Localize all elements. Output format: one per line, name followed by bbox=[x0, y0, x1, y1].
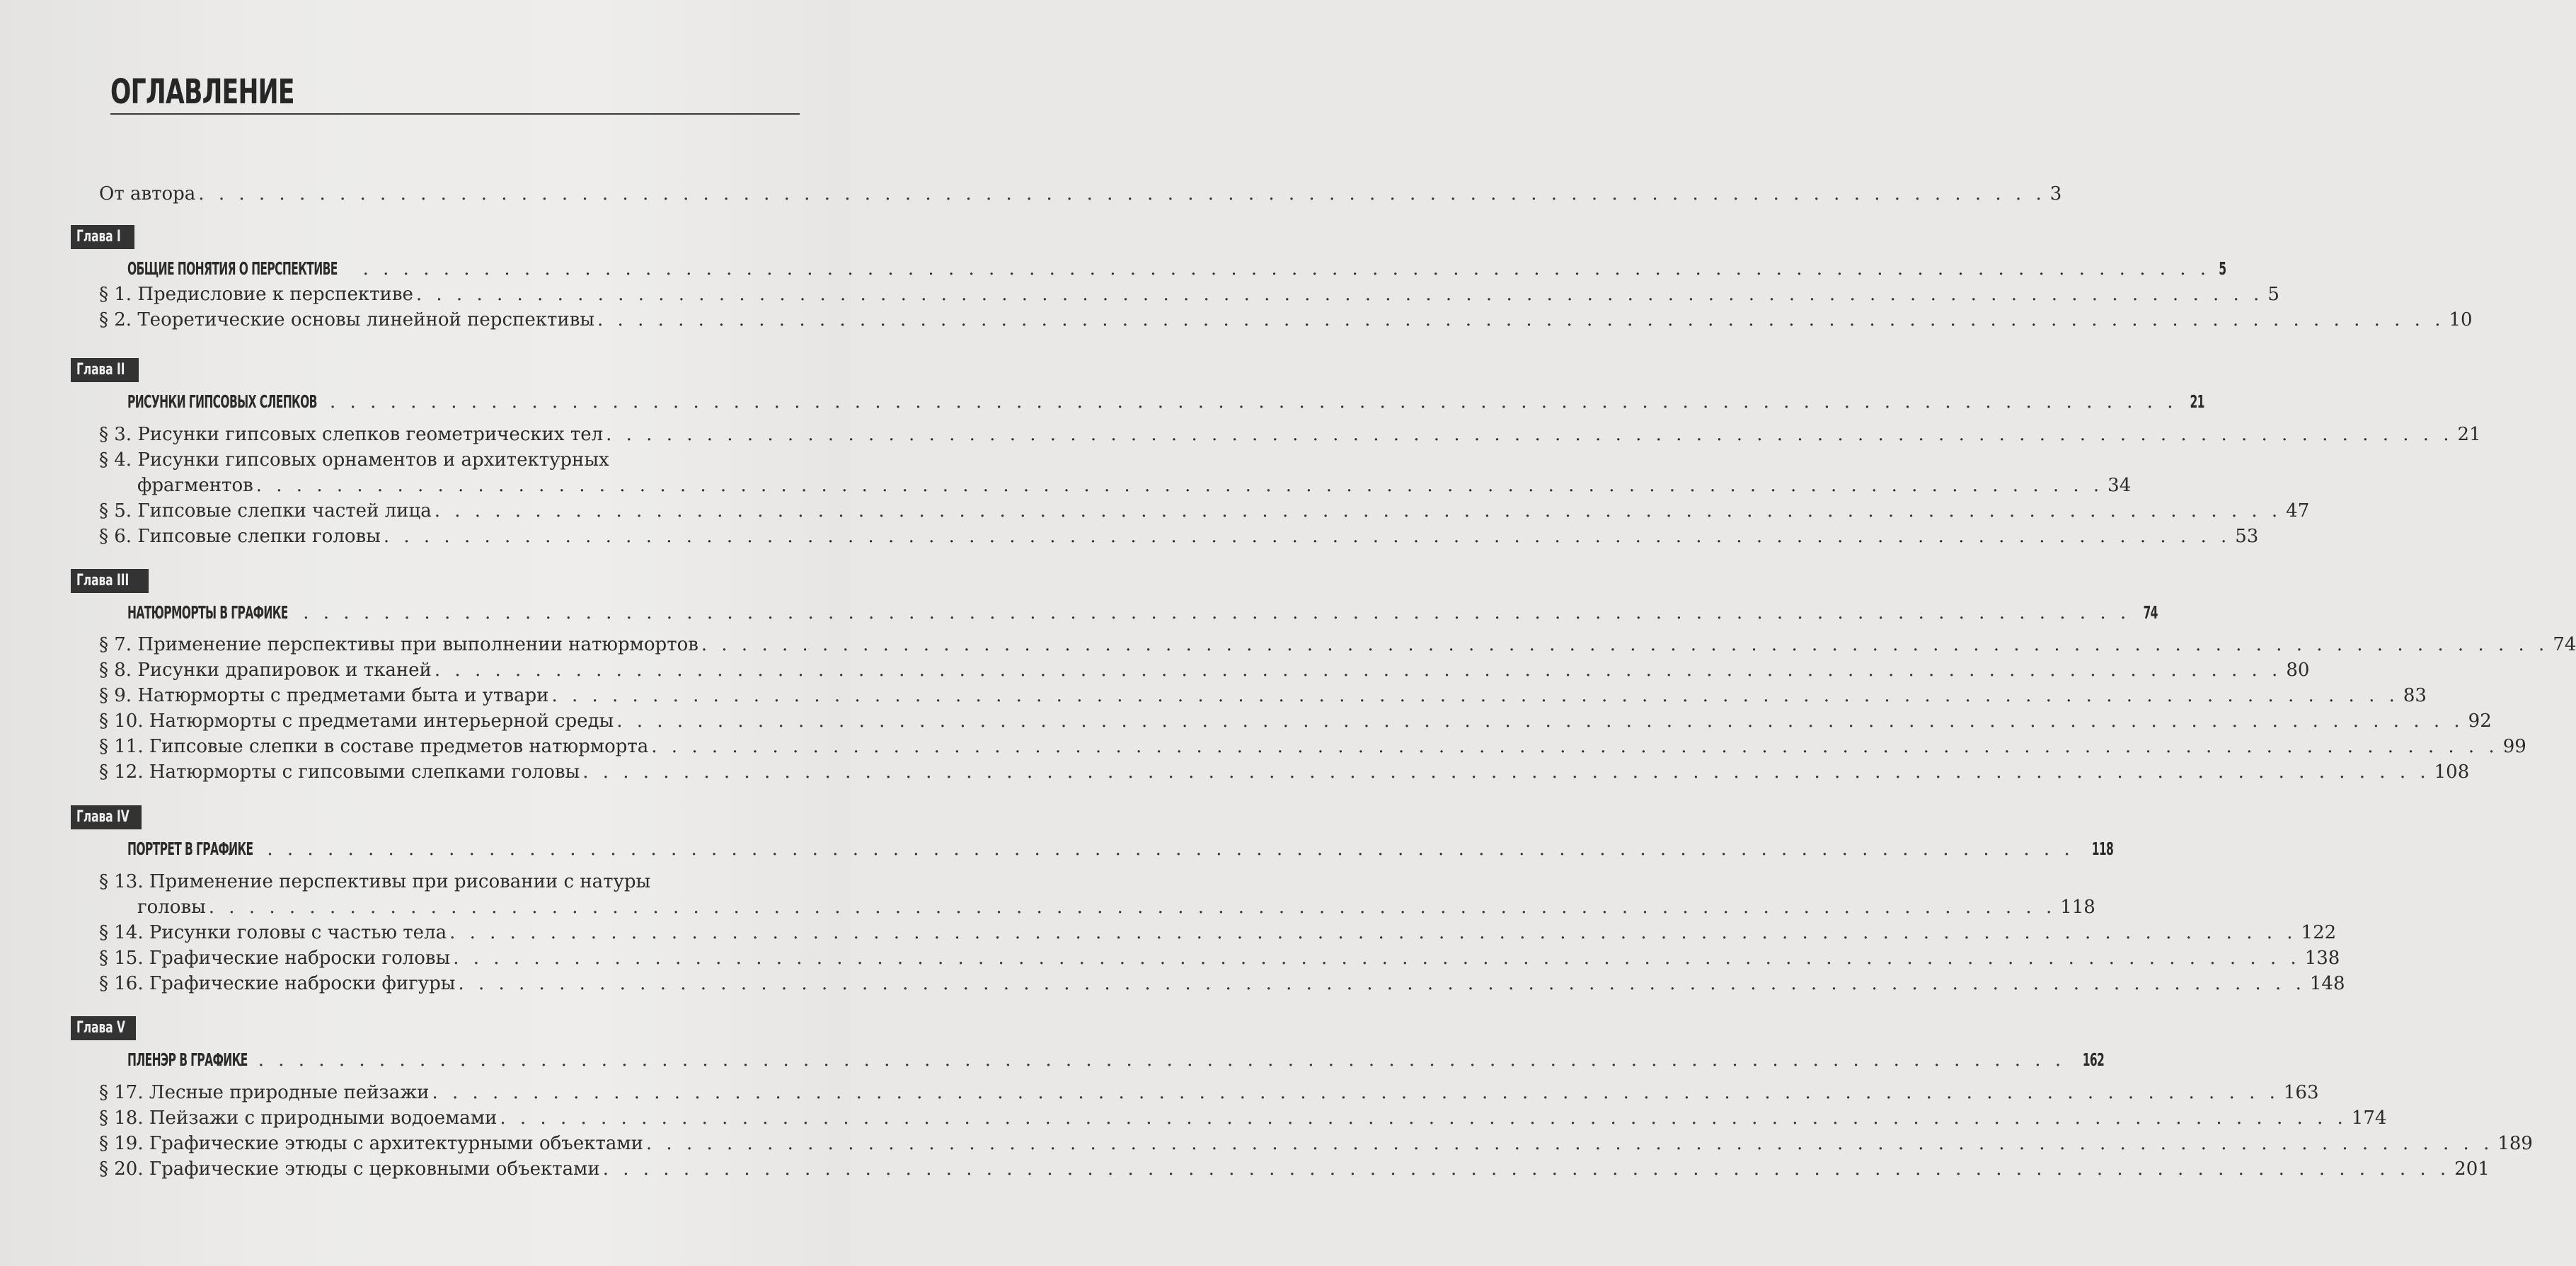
title-underline bbox=[110, 113, 800, 115]
toc-page-number: 148 bbox=[2309, 973, 2345, 994]
toc-page-number: 74 bbox=[2143, 602, 2158, 623]
toc-entry-title: § 8. Рисунки драпировок и тканей bbox=[99, 660, 432, 681]
toc-entry-title: ПЛЕНЭР В ГРАФИКЕ bbox=[127, 1049, 248, 1070]
toc-page-number: 34 bbox=[2108, 475, 2132, 496]
toc-entry-title: § 7. Применение перспективы при выполнении натюрмортов bbox=[99, 634, 698, 655]
toc-entry[interactable] bbox=[99, 498, 2310, 524]
toc-page-number: 83 bbox=[2403, 685, 2427, 706]
toc-entry-title: ПОРТРЕТ В ГРАФИКЕ bbox=[127, 839, 253, 859]
dot-leader: . . . . . . . . . . . . . . . . . . . . . . . . . . . . . . . . . . . . . . . . . . . . . . . . . . . . . . . . . . . . . . . . . . . . . . . . . . . . . . . . . . . . . . . . . . . . bbox=[255, 475, 2104, 496]
toc-page-number: 3 bbox=[2049, 183, 2062, 205]
toc-section-heading[interactable] bbox=[127, 600, 2158, 626]
toc-entry[interactable] bbox=[99, 920, 2337, 945]
dot-leader: . . . . . . . . . . . . . . . . . . . . . . . . . . . . . . . . . . . . . . . . . . . . . . . . . . . . . . . . . . . . . . . . . . . . . . . . . . . . . . . . . . . . . . . . . . . . bbox=[449, 922, 2297, 943]
dot-leader: . . . . . . . . . . . . . . . . . . . . . . . . . . . . . . . . . . . . . . . . . . . . . . . . . . . . . . . . . . . . . . . . . . . . . . . . . . . . . . . . . . . . . . . . . . . . bbox=[432, 1082, 2279, 1103]
page-title: ОГЛАВЛЕНИЕ bbox=[110, 72, 294, 112]
toc-entry-title: § 12. Натюрморты с гипсовыми слепками головы bbox=[99, 761, 580, 783]
toc-entry[interactable] bbox=[99, 869, 800, 894]
toc-page-number: 99 bbox=[2502, 736, 2526, 757]
toc-entry-title: § 16. Графические наброски фигуры bbox=[99, 973, 456, 994]
dot-leader: . . . . . . . . . . . . . . . . . . . . . . . . . . . . . . . . . . . . . . . . . . . . . . . . . . . . . . . . . . . . . . . . . . . . . . . . . . . . . . . . . . . . . . . . . . . . bbox=[434, 660, 2282, 681]
toc-entry-title: § 15. Графические наброски головы bbox=[99, 948, 451, 969]
toc-entry-title: От автора bbox=[99, 183, 196, 205]
toc-entry-title: § 19. Графические этюды с архитектурными объектами bbox=[99, 1133, 643, 1154]
toc-page-number: 163 bbox=[2283, 1082, 2319, 1103]
toc-page-number: 201 bbox=[2454, 1158, 2490, 1180]
dot-leader: . . . . . . . . . . . . . . . . . . . . . . . . . . . . . . . . . . . . . . . . . . . . . . . . . . . . . . . . . . . . . . . . . . . . . . . . . . . . . . . . . . . . . . . . . . . . bbox=[606, 424, 2454, 445]
chapter-badge: Глава I bbox=[71, 225, 134, 249]
toc-entry[interactable] bbox=[99, 524, 2259, 549]
toc-entry-continuation[interactable] bbox=[137, 894, 2095, 920]
dot-leader: . . . . . . . . . . . . . . . . . . . . . . . . . . . . . . . . . . . . . . . . . . . . . . . . . . . . . . . . . . . . . . . . . . . . . . . . . . . . . . . . . . . . . . . . . . . . bbox=[551, 685, 2399, 706]
dot-leader: . . . . . . . . . . . . . . . . . . . . . . . . . . . . . . . . . . . . . . . . . . . . . . . . . . . . . . . . . . . . . . . . . . . . . . . . . . . . . . . . . . . . . . . . . . . . bbox=[226, 839, 2074, 860]
toc-page-number: 118 bbox=[2091, 839, 2113, 859]
toc-entry-title: § 11. Гипсовые слепки в составе предметов натюрморта bbox=[99, 736, 649, 757]
toc-entry[interactable] bbox=[99, 422, 2481, 447]
toc-page-number: 21 bbox=[2457, 424, 2481, 445]
toc-page-number: 80 bbox=[2286, 660, 2310, 681]
toc-entry-title: § 6. Гипсовые слепки головы bbox=[99, 526, 381, 547]
toc-entry[interactable] bbox=[99, 1105, 2387, 1131]
toc-entry[interactable] bbox=[99, 307, 2473, 333]
toc-entry-title: § 18. Пейзажи с природными водоемами bbox=[99, 1107, 498, 1129]
toc-entry-title: § 3. Рисунки гипсовых слепков геометрических тел bbox=[99, 424, 604, 445]
toc-page-number: 47 bbox=[2286, 500, 2310, 522]
toc-entry[interactable] bbox=[99, 683, 2427, 708]
toc-entry-title: § 14. Рисунки головы с частью тела bbox=[99, 922, 447, 943]
dot-leader: . . . . . . . . . . . . . . . . . . . . . . . . . . . . . . . . . . . . . . . . . . . . . . . . . . . . . . . . . . . . . . . . . . . . . . . . . . . . . . . . . . . . . . . . . . . . bbox=[651, 736, 2499, 757]
toc-entry-title: § 17. Лесные природные пейзажи bbox=[99, 1082, 430, 1103]
toc-entry-title: фрагментов bbox=[137, 475, 253, 496]
toc-page-number: 138 bbox=[2304, 948, 2340, 969]
dot-leader: . . . . . . . . . . . . . . . . . . . . . . . . . . . . . . . . . . . . . . . . . . . . . . . . . . . . . . . . . . . . . . . . . . . . . . . . . . . . . . . . . . . . . . . . . . . . bbox=[602, 1158, 2451, 1180]
dot-leader: . . . . . . . . . . . . . . . . . . . . . . . . . . . . . . . . . . . . . . . . . . . . . . . . . . . . . . . . . . . . . . . . . . . . . . . . . . . . . . . . . . . . . . . . . . . . bbox=[217, 1049, 2066, 1071]
toc-page-number: 74 bbox=[2553, 634, 2576, 655]
toc-entry-continuation[interactable] bbox=[137, 473, 2132, 498]
dot-leader: . . . . . . . . . . . . . . . . . . . . . . . . . . . . . . . . . . . . . . . . . . . . . . . . . . . . . . . . . . . . . . . . . . . . . . . . . . . . . . . . . . . . . . . . . . . . bbox=[362, 258, 2211, 280]
toc-page-number: 122 bbox=[2301, 922, 2337, 943]
toc-page-number: 174 bbox=[2351, 1107, 2387, 1129]
toc-entry-title: § 10. Натюрморты с предметами интерьерной среды bbox=[99, 710, 614, 732]
dot-leader: . . . . . . . . . . . . . . . . . . . . . . . . . . . . . . . . . . . . . . . . . . . . . . . . . . . . . . . . . . . . . . . . . . . . . . . . . . . . . . . . . . . . . . . . . . . . bbox=[383, 526, 2231, 547]
toc-page-number: 5 bbox=[2267, 284, 2279, 305]
toc-entry-title: § 2. Теоретические основы линейной перспективы bbox=[99, 309, 595, 330]
toc-page-number: 10 bbox=[2449, 309, 2473, 330]
dot-leader: . . . . . . . . . . . . . . . . . . . . . . . . . . . . . . . . . . . . . . . . . . . . . . . . . . . . . . . . . . . . . . . . . . . . . . . . . . . . . . . . . . . . . . . . . . . . bbox=[453, 948, 2301, 969]
toc-entry[interactable] bbox=[99, 759, 2470, 785]
dot-leader: . . . . . . . . . . . . . . . . . . . . . . . . . . . . . . . . . . . . . . . . . . . . . . . . . . . . . . . . . . . . . . . . . . . . . . . . . . . . . . . . . . . . . . . . . . . . bbox=[415, 284, 2264, 305]
chapter-badge: Глава II bbox=[71, 358, 139, 382]
toc-entry[interactable] bbox=[99, 945, 2340, 971]
dot-leader: . . . . . . . . . . . . . . . . . . . . . . . . . . . . . . . . . . . . . . . . . . . . . . . . . . . . . . . . . . . . . . . . . . . . . . . . . . . . . . . . . . . . . . . . . . . . bbox=[645, 1133, 2494, 1154]
toc-page-number: 53 bbox=[2235, 526, 2259, 547]
toc-entry[interactable] bbox=[99, 1156, 2490, 1182]
dot-leader: . . . . . . . . . . . . . . . . . . . . . . . . . . . . . . . . . . . . . . . . . . . . . . . . . . . . . . . . . . . . . . . . . . . . . . . . . . . . . . . . . . . . . . . . . . . . bbox=[458, 973, 2306, 994]
toc-section-heading[interactable] bbox=[127, 836, 2113, 862]
toc-section-heading[interactable] bbox=[127, 389, 2205, 415]
toc-entry[interactable] bbox=[99, 1080, 2319, 1105]
toc-page-number: 108 bbox=[2434, 761, 2470, 783]
toc-page-number: 5 bbox=[2219, 258, 2226, 279]
toc-entry-title: ОБЩИЕ ПОНЯТИЯ О ПЕРСПЕКТИВЕ bbox=[127, 258, 338, 279]
toc-entry-title: § 20. Графические этюды с церковными объектами bbox=[99, 1158, 600, 1180]
toc-entry-intro[interactable] bbox=[99, 181, 2062, 207]
toc-section-heading[interactable] bbox=[127, 256, 2226, 282]
toc-page-number: 118 bbox=[2060, 897, 2095, 918]
toc-entry[interactable] bbox=[99, 708, 2492, 734]
toc-entry[interactable] bbox=[99, 734, 2526, 759]
toc-entry-title: § 13. Применение перспективы при рисовании с натуры bbox=[99, 871, 651, 892]
dot-leader: . . . . . . . . . . . . . . . . . . . . . . . . . . . . . . . . . . . . . . . . . . . . . . . . . . . . . . . . . . . . . . . . . . . . . . . . . . . . . . . . . . . . . . . . . . . . bbox=[616, 710, 2464, 732]
dot-leader: . . . . . . . . . . . . . . . . . . . . . . . . . . . . . . . . . . . . . . . . . . . . . . . . . . . . . . . . . . . . . . . . . . . . . . . . . . . . . . . . . . . . . . . . . . . . bbox=[330, 391, 2178, 413]
dot-leader: . . . . . . . . . . . . . . . . . . . . . . . . . . . . . . . . . . . . . . . . . . . . . . . . . . . . . . . . . . . . . . . . . . . . . . . . . . . . . . . . . . . . . . . . . . . . bbox=[198, 183, 2046, 205]
toc-entry-title: РИСУНКИ ГИПСОВЫХ СЛЕПКОВ bbox=[127, 391, 317, 412]
toc-page-number: 92 bbox=[2468, 710, 2492, 732]
toc-entry[interactable] bbox=[99, 1131, 2533, 1156]
toc-page-number: 21 bbox=[2190, 391, 2205, 412]
chapter-badge: Глава IV bbox=[71, 805, 142, 829]
dot-leader: . . . . . . . . . . . . . . . . . . . . . . . . . . . . . . . . . . . . . . . . . . . . . . . . . . . . . . . . . . . . . . . . . . . . . . . . . . . . . . . . . . . . . . . . . . . . bbox=[597, 309, 2445, 330]
toc-section-heading[interactable] bbox=[127, 1047, 2105, 1073]
dot-leader: . . . . . . . . . . . . . . . . . . . . . . . . . . . . . . . . . . . . . . . . . . . . . . . . . . . . . . . . . . . . . . . . . . . . . . . . . . . . . . . . . . . . . . . . . . . . bbox=[582, 761, 2430, 783]
chapter-badge: Глава V bbox=[71, 1016, 136, 1040]
toc-entry[interactable] bbox=[99, 657, 2310, 683]
toc-entry-title: § 4. Рисунки гипсовых орнаментов и архитектурных bbox=[99, 449, 609, 471]
dot-leader: . . . . . . . . . . . . . . . . . . . . . . . . . . . . . . . . . . . . . . . . . . . . . . . . . . . . . . . . . . . . . . . . . . . . . . . . . . . . . . . . . . . . . . . . . . . . bbox=[282, 602, 2131, 623]
toc-entry-title: § 1. Предисловие к перспективе bbox=[99, 284, 413, 305]
toc-entry-title: НАТЮРМОРТЫ В ГРАФИКЕ bbox=[127, 602, 288, 623]
toc-page-number: 189 bbox=[2497, 1133, 2533, 1154]
toc-entry-title: § 5. Гипсовые слепки частей лица bbox=[99, 500, 432, 522]
chapter-badge: Глава III bbox=[71, 569, 149, 593]
toc-page-number: 162 bbox=[2082, 1049, 2105, 1070]
toc-entry[interactable] bbox=[99, 632, 2576, 657]
dot-leader: . . . . . . . . . . . . . . . . . . . . . . . . . . . . . . . . . . . . . . . . . . . . . . . . . . . . . . . . . . . . . . . . . . . . . . . . . . . . . . . . . . . . . . . . . . . . bbox=[500, 1107, 2347, 1129]
toc-entry[interactable] bbox=[99, 282, 2279, 307]
toc-entry-title: § 9. Натюрморты с предметами быта и утвари bbox=[99, 685, 549, 706]
dot-leader: . . . . . . . . . . . . . . . . . . . . . . . . . . . . . . . . . . . . . . . . . . . . . . . . . . . . . . . . . . . . . . . . . . . . . . . . . . . . . . . . . . . . . . . . . . . . bbox=[434, 500, 2282, 522]
toc-entry[interactable] bbox=[99, 971, 2345, 996]
dot-leader: . . . . . . . . . . . . . . . . . . . . . . . . . . . . . . . . . . . . . . . . . . . . . . . . . . . . . . . . . . . . . . . . . . . . . . . . . . . . . . . . . . . . . . . . . . . . bbox=[208, 897, 2057, 918]
dot-leader: . . . . . . . . . . . . . . . . . . . . . . . . . . . . . . . . . . . . . . . . . . . . . . . . . . . . . . . . . . . . . . . . . . . . . . . . . . . . . . . . . . . . . . . . . . . . bbox=[701, 634, 2549, 655]
toc-entry-title: головы bbox=[137, 897, 206, 918]
toc-entry[interactable] bbox=[99, 447, 800, 473]
